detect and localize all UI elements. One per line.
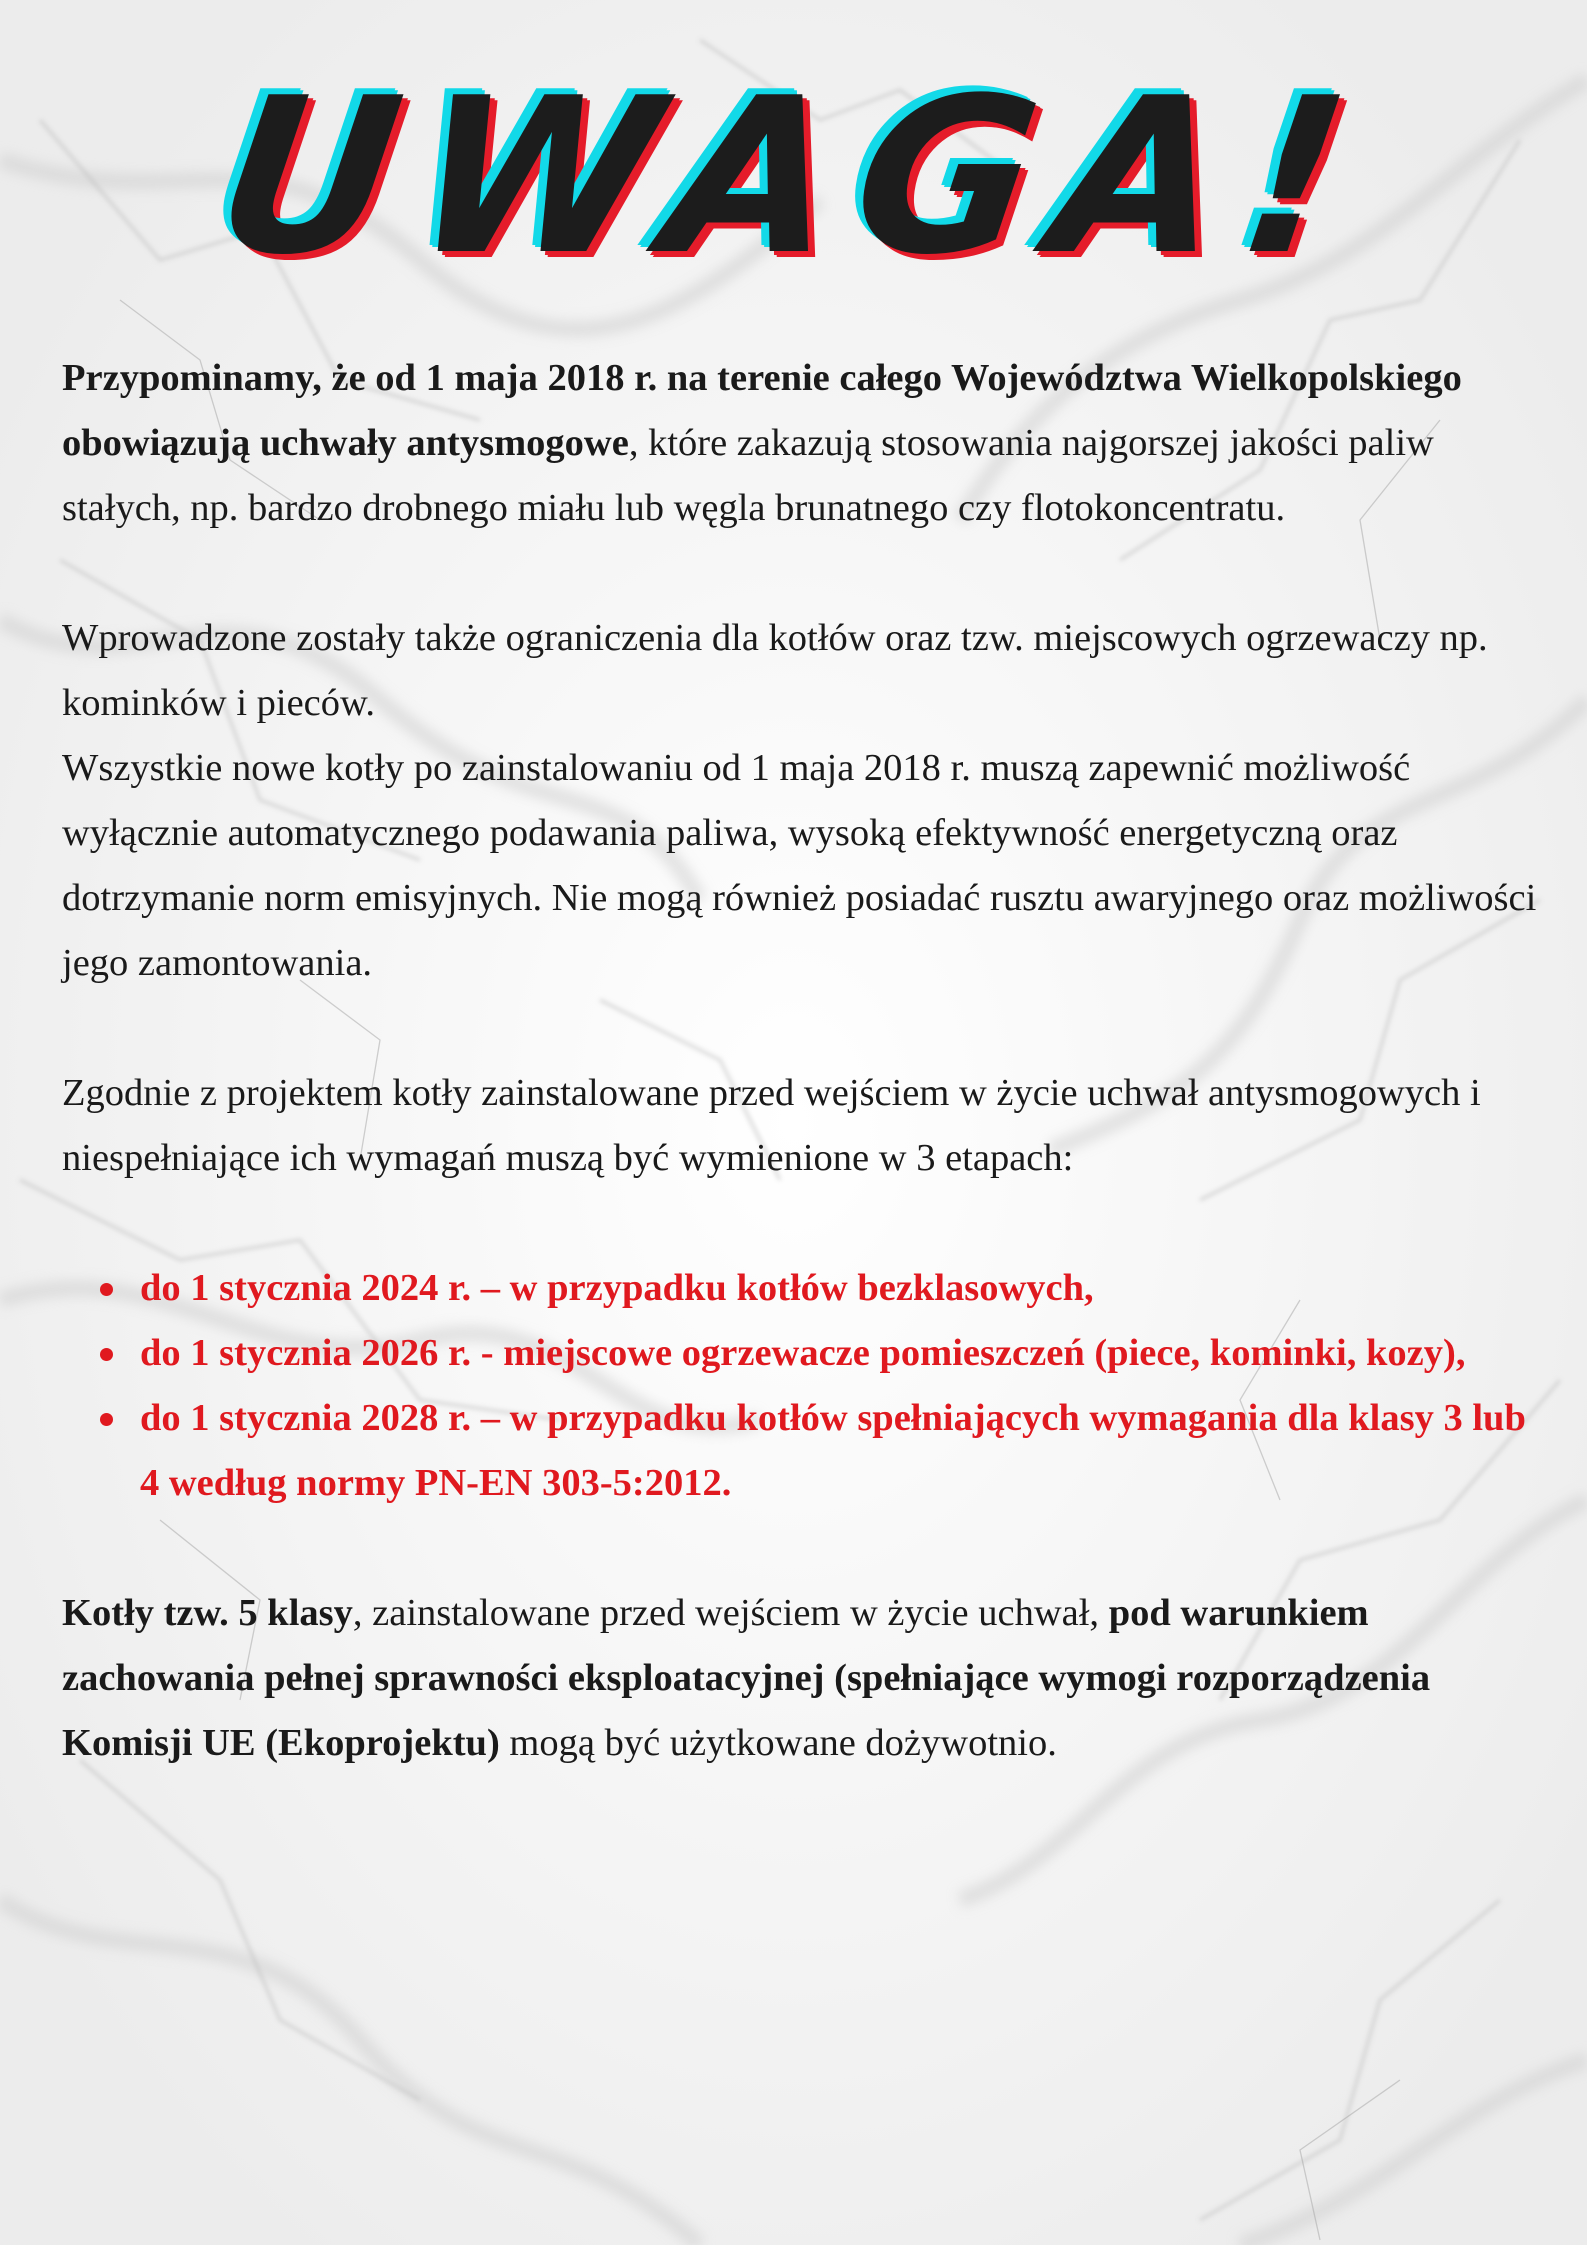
deadline-item: [62, 1386, 1542, 1516]
deadline-text: do 1 stycznia 2028 r. – w przypadku kotłów spełniających wymagania dla klasy 3 lub 4 według normy PN-EN 303-5:2012.: [140, 1397, 1526, 1504]
bullet-icon: [100, 1348, 113, 1361]
restrictions-paragraph: Wprowadzone zostały także ograniczenia dla kotłów oraz tzw. miejscowych ogrzewaczy np. kominków i pieców.: [62, 617, 1488, 724]
lifetime-text: mogą być użytkowane dożywotnio.: [499, 1722, 1057, 1764]
intro-bold-text: Przypominamy, że od 1 maja 2018 r. na terenie całego Województwa Wielkopolskiego obowiązują uchwały antysmogowe: [62, 357, 1462, 464]
bullet-icon: [100, 1283, 113, 1296]
page-title: UWAGA!: [204, 51, 1383, 302]
intro-text: , które zakazują stosowania najgorszej jakości paliw stałych, np. bardzo drobnego miału lub węgla brunatnego czy flotokoncentratu.: [62, 422, 1434, 529]
spacer: [62, 541, 1542, 606]
intro-paragraph: [62, 346, 1542, 541]
deadline-text: do 1 stycznia 2026 r. - miejscowe ogrzewacze pomieszczeń (piece, kominki, kozy),: [140, 1332, 1466, 1374]
class5-bold-text: Kotły tzw. 5 klasy: [62, 1592, 353, 1634]
new-boilers-paragraph: Wszystkie nowe kotły po zainstalowaniu od 1 maja 2018 r. muszą zapewnić możliwość wyłącznie automatycznego podawania paliwa, wysoką efektywność energetyczną oraz dotrzymanie norm emisyjnych. Nie mogą również posiadać rusztu awaryjnego oraz możliwości jego zamontowania.: [62, 747, 1537, 984]
class5-paragraph: [62, 1581, 1542, 1776]
spacer: [62, 1516, 1542, 1581]
deadline-text: do 1 stycznia 2024 r. – w przypadku kotłów bezklasowych,: [140, 1267, 1094, 1309]
notice-body: [62, 346, 1542, 1776]
spacer: [62, 1191, 1542, 1256]
deadline-list: [62, 1256, 1542, 1516]
deadline-item: [62, 1256, 1542, 1321]
deadline-item: [62, 1321, 1542, 1386]
bullet-icon: [100, 1413, 113, 1426]
condition-bold-text: pod warunkiem zachowania pełnej sprawności eksploatacyjnej (spełniające wymogi rozporządzenia Komisji UE (Ekoprojektu): [62, 1592, 1431, 1764]
replacement-paragraph: Zgodnie z projektem kotły zainstalowane przed wejściem w życie uchwał antysmogowych i niespełniające ich wymagań muszą być wymienione w 3 etapach:: [62, 1072, 1481, 1179]
spacer: [62, 996, 1542, 1061]
class5-text: , zainstalowane przed wejściem w życie uchwał,: [352, 1592, 1109, 1634]
